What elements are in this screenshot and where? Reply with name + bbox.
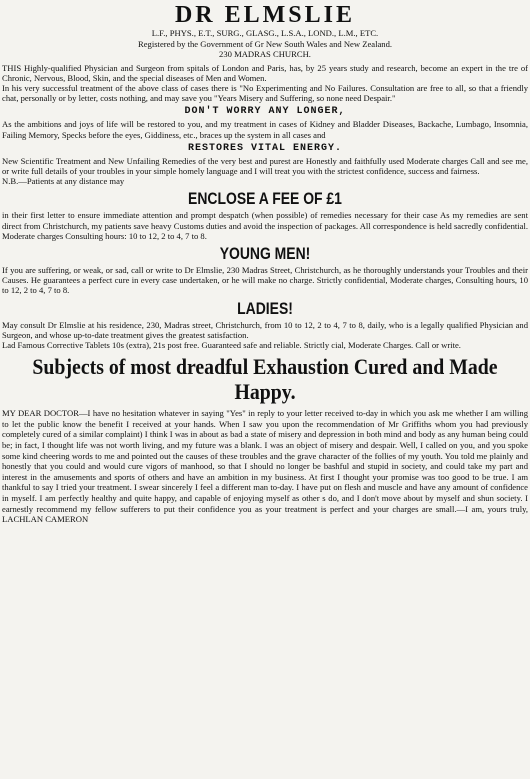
credentials-line: L.F., PHYS., E.T., SURG., GLASG., L.S.A., LOND., L.M., ETC. <box>151 28 379 38</box>
testimonial-headline: Subjects of most dreadful Exhaustion Cured and Made Happy. <box>32 354 498 405</box>
heading-dont-worry: DON'T WORRY ANY LONGER, <box>184 106 346 118</box>
address-line: 230 MADRAS CHURCH. <box>219 49 311 59</box>
heading-vital-energy: RESTORES VITAL ENERGY. <box>187 142 343 154</box>
heading-ladies: LADIES! <box>237 298 293 318</box>
fee-paragraph: in their first letter to ensure immediate attention and prompt despatch (when possible) of remedies necessary for their case As my remedies are sent direct from Christchurch, my patients save heavy Customs duties and avoid the inspection of packages. All correspondence is held sacredly confidential. Moderate charges Consulting hours: 10 to 12, 2 to 4, 7 to 8. <box>2 210 528 241</box>
heading-enclose-fee: ENCLOSE A FEE OF £1 <box>188 189 342 209</box>
remedies-paragraph: New Scientific Treatment and New Unfailing Remedies of the very best and purest are Honestly and faithfully used Moderate charges Call and see me, or write full details of your troubles in your simple homely language and I will treat you with the strictest confidence, success and fairness. <box>2 155 528 176</box>
treatment-paragraph: In his very successful treatment of the above class of cases there is "No Experimenting and No Failures. Consultation are free to all, so that a friendly chat, personally or by letter, costs nothing, and may save you "Years Misery and Suffering, so none need Despair." <box>2 82 528 104</box>
intro-paragraph: THIS Highly-qualified Physician and Surgeon from spitals of London and Paris, has, by 25 years study and research, become an expert in the tre of Chronic, Nervous, Blood, Skin, and the special diseases of Men and Women. <box>2 62 528 83</box>
ambitions-paragraph: As the ambitions and joys of life will be restored to you, and my treatment in cases of Kidney and Bladder Diseases, Backache, Lumbago, Insomnia, Failing Memory, Specks before the eyes, Giddiness, etc., braces up the system in all cases and <box>2 119 528 140</box>
registration-line: Registered by the Government of Gr New South Wales and New Zealand. <box>137 38 393 49</box>
ladies-paragraph: May consult Dr Elmslie at his residence, 230, Madras street, Christchurch, from 10 to 12, 2 to 4, 7 to 8, daily, who is a legally qualified Physician and Surgeon, and whose up-to-date treatment gives the greatest satisfaction. <box>2 319 528 340</box>
young-men-paragraph: If you are suffering, or weak, or sad, call or write to Dr Elmslie, 230 Madras Street, Christchurch, as he thoroughly understands your Troubles and their Causes. He guarantees a perfect cure in every case undertaken, or he will make no charge. Strictly confidential, Moderate charges, Consulting hours, 10 to 12, 2 to 4, 7 to 8. <box>2 264 528 296</box>
nb-line: N.B.—Patients at any distance may <box>2 176 125 187</box>
testimonial-letter: MY DEAR DOCTOR—I have no hesitation whatever in saying "Yes" in reply to your letter received to-day in which you ask me whether I am willing to let the public know the benefit I received at your hands. When I saw you upon the recommendation of Mr Griffiths whom you had previously completely cured of a similar complaint) I think I was in about as bad a state of misery and depression in both mind and body as any human being could be; in fact, I thought life was not worth living, and my future was a blank. I was an object of misery and despair. Well, I called on you, and you spoke some kind cheering words to me and pointed out the causes of these troubles and the grave character of the follies of my youth. You told me plainly and honestly that you could and would cure vigors of manhood, so that I should no longer be bashful and stupid in society, and could take my part and interest in the amusements and sports of others and have an ambition in my business. At first I thought your promise was too good to be true. I am thankful to say I tried your treatment. I swear sincerely I feel a different man to-day. I have put on flesh and muscle and have any amount of confidence in myself. I am perfectly healthy and quite happy, and capable of enjoying myself as other s do, and I don't move about by myself and shun society. I earnestly recommend my fellow sufferers to put their confidence you as your treatment is perfect and your charges are small.—I am, yours truly, LACHLAN CAMERON <box>2 408 528 525</box>
heading-young-men: YOUNG MEN! <box>219 243 311 263</box>
page-title: DR ELMSLIE <box>174 2 356 28</box>
tablets-paragraph: Lad Famous Corrective Tablets 10s (extra), 21s post free. Guaranteed safe and reliable. Strictly cial, Moderate Charges. Call or write. <box>2 339 461 350</box>
